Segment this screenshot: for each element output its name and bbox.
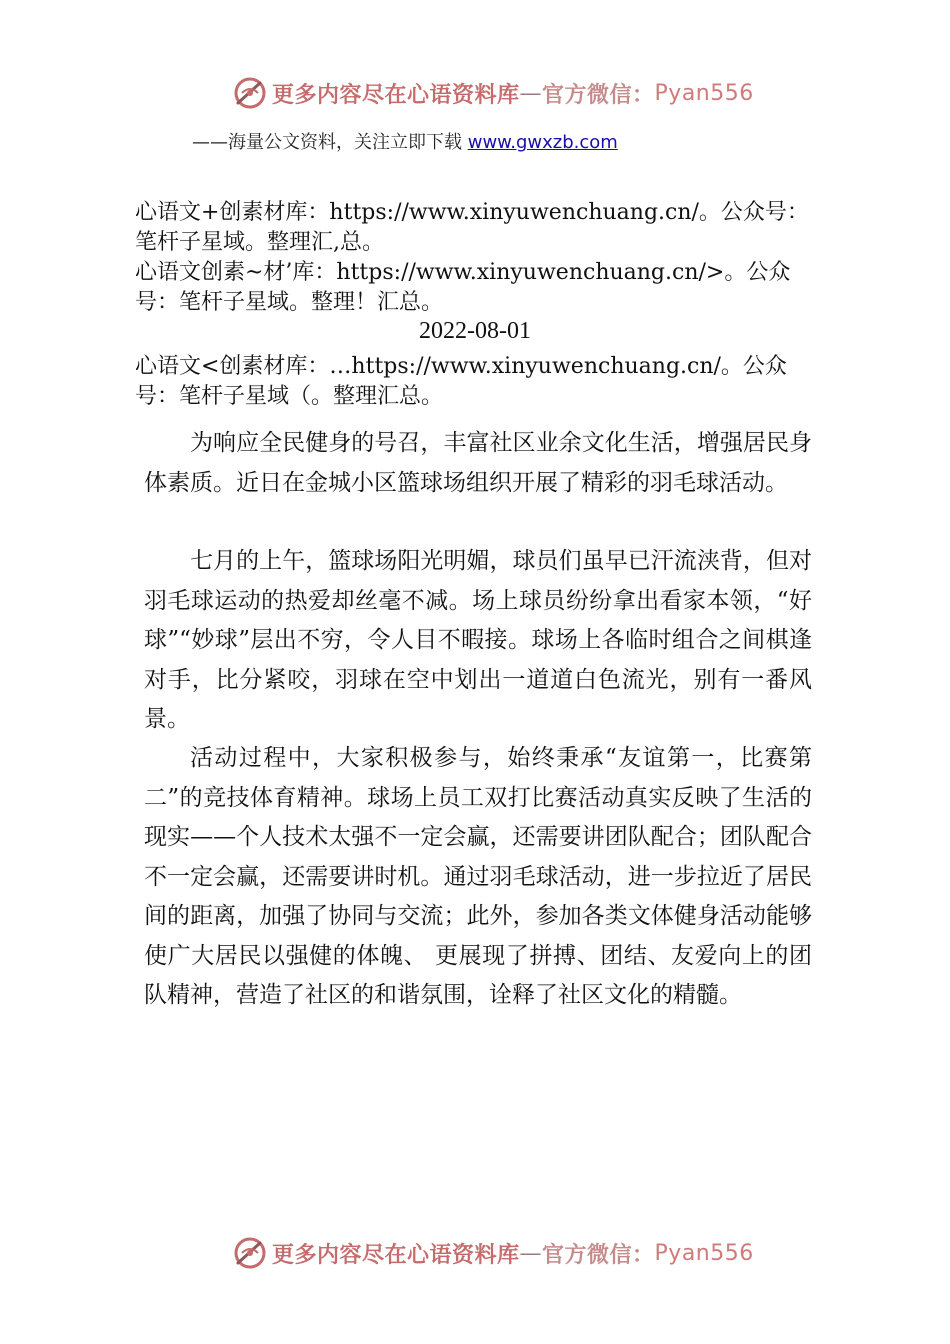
footer-banner — [0, 1231, 950, 1275]
notice-2: 心语文创素~材’库：https://www.xinyuwenchuang.cn/>。公众号：笔杆子星域。整理！汇总。 — [135, 260, 791, 315]
paragraph-2: 七月的上午，篮球场阳光明媚，球员们虽早已汗流浃背，但对羽毛球运动的热爱却丝毫不减。场上球员纷纷拿出看家本领，“好球”“妙球”层出不穷，令人目不暇接。球场上各临时组合之间棋逢对手，比分紧咬，羽球在空中划出一道道白色流光，别有一番风景。 — [144, 548, 812, 732]
paragraph-3: 活动过程中，大家积极参与，始终秉承“友谊第一，比赛第二”的竞技体育精神。球场上员工双打比赛活动真实反映了生活的现实——个人技术太强不一定会赢，还需要讲团队配合；团队配合不一定会赢，还需要讲时机。通过羽毛球活动，进一步拉近了居民间的距离，加强了协同与交流；此外，参加各类文体健身活动能够使广大居民以强健的体魄、 更展现了拼搏、团结、友爱向上的团队精神，营造了社区的和谐氛围，诠释了社区文化的精髓。 — [144, 745, 812, 1008]
footer-wechat-label: 官方微信： — [542, 1241, 655, 1268]
paragraph-1: 为响应全民健身的号召，丰富社区业余文化生活，增强居民身体素质。近日在金城小区篮球场组织开展了精彩的羽毛球活动。 — [144, 430, 812, 496]
logo-icon — [232, 1235, 268, 1271]
footer-main-text: 更多内容尽在心语资料库 — [272, 1241, 520, 1268]
footer-wechat-id: Pyan556 — [654, 1240, 754, 1266]
banner-wechat-label: 官方微信： — [542, 81, 655, 108]
notice-3: 心语文<创素材库：…https://www.xinyuwenchuang.cn/。公众号：笔杆子星域（。整理汇总。 — [135, 354, 787, 409]
subtitle — [192, 128, 618, 154]
logo-icon — [232, 75, 268, 111]
banner-dash: — — [519, 80, 543, 106]
footer-dash: — — [519, 1240, 543, 1266]
banner-wechat-id: Pyan556 — [654, 80, 754, 106]
subtitle-text: ——海量公文资料，关注立即下载 — [192, 132, 468, 153]
notice-1: 心语文+创素材库：https://www.xinyuwenchuang.cn/。公众号：笔杆子星域。整理汇,总。 — [135, 200, 809, 255]
date: 2022-08-01 — [419, 318, 531, 344]
download-link[interactable]: www.gwxzb.com — [467, 132, 618, 153]
banner-main-text: 更多内容尽在心语资料库 — [272, 81, 520, 108]
header-banner — [0, 71, 950, 115]
